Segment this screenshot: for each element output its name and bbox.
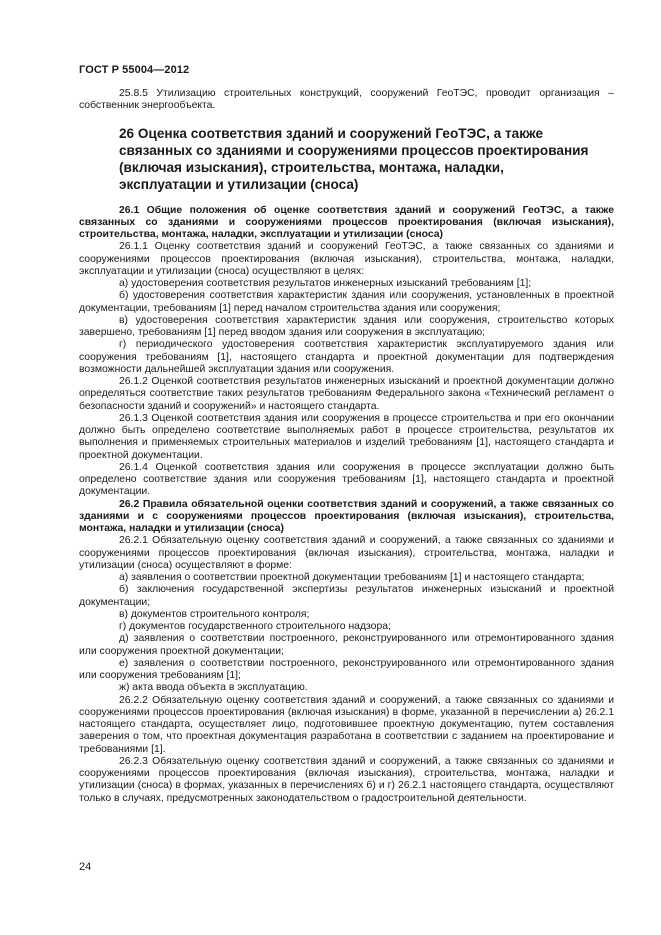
page-content — [79, 88, 614, 805]
paragraph-25-8-5: 25.8.5 Утилизацию строительных конструкций, сооружений ГеоТЭС, проводит организация – собственник энергообъекта. — [79, 88, 614, 112]
paragraph-26-2-2: 26.2.2 Обязательную оценку соответствия зданий и сооружений, а также связанных со зданиями и сооружениями процессов проектирования (включая изыскания) в форме, указанной в перечислении а) 26.2.1 настоящего стандарта, осуществляет лицо, подготовившее проектную документацию, путем составления заверения о том, что проектная документация разработана в соответствии с заданием на проектирование и требованиями [1]. — [79, 694, 614, 755]
list-item-26-1-1-v: в) удостоверения соответствия характеристик здания или сооружения, строительство которых завершено, требованиям [1] перед вводом здания или сооружения в эксплуатацию; — [79, 314, 614, 338]
subsection-26-1-title: 26.1 Общие положения об оценке соответствия зданий и сооружений ГеоТЭС, а также связанных со зданиями и сооружениями процессов проектирования (включая изыскания), строительства, монтажа, наладки, эксплуатации и утилизации (сноса) — [79, 204, 614, 240]
paragraph-26-1-3: 26.1.3 Оценкой соответствия здания или сооружения в процессе строительства и при его окончании должно быть определено соответствие выполняемых работ в процессе строительства, результатов их выполнения и применяемых строительных материалов и изделий требованиям [1], настоящего стандарта и проектной документации. — [79, 412, 614, 461]
list-item-26-2-1-d: д) заявления о соответствии построенного, реконструированного или отремонтированного здания или сооружения проектной документации; — [79, 633, 614, 657]
paragraph-26-1-2: 26.1.2 Оценкой соответствия результатов инженерных изысканий и проектной документации должно определяться соответствие таких результатов требованиям Федерального закона «Технический регламент о безопасности зданий и сооружений» и настоящего стандарта. — [79, 376, 614, 412]
paragraph-26-1-4: 26.1.4 Оценкой соответствия здания или сооружения в процессе эксплуатации должно быть определено соответствие здания или сооружения требованиям [1], настоящего стандарта и проектной документации. — [79, 461, 614, 498]
list-item-26-2-1-g: г) документов государственного строительного надзора; — [119, 621, 391, 632]
list-item-26-2-1-v: в) документов строительного контроля; — [119, 608, 310, 620]
section-26-title: 26 Оценка соответствия зданий и сооружений ГеоТЭС, а также связанных со зданиями и сооружениями процессов проектирования (включая изыскания), строительства, монтажа, наладки, эксплуатации и утилизации (сноса) — [119, 125, 589, 192]
subsection-26-2-title: 26.2 Правила обязательной оценки соответствия зданий и сооружений, а также связанных со зданиями и с сооружениями процессов проектирования (включая изыскания), строительства, монтажа, наладки и утилизации (сноса) — [79, 498, 614, 534]
list-item-26-2-1-zh: ж) акта ввода объекта в эксплуатацию. — [119, 682, 308, 694]
list-item-26-1-1-b: б) удостоверения соответствия характеристик здания или сооружения, установленных в проектной документации, требованиям [1] перед началом строительства здания или сооружения; — [79, 290, 614, 314]
paragraph-26-1-1: 26.1.1 Оценку соответствия зданий и сооружений ГеоТЭС, а также связанных со зданиями и сооружениями процессов проектирования (включая изыскания), строительства, монтажа, наладки, эксплуатации и утилизации (сноса) осуществляют в целях: — [79, 241, 614, 277]
paragraph-26-2-3: 26.2.3 Обязательную оценку соответствия зданий и сооружений, а также связанных со зданиями и сооружениями процессов проектирования (включая изыскания), строительства, монтажа, наладки и утилизации (сноса) в формах, указанных в перечислениях б) и г) 26.2.1 настоящего стандарта, осуществляют только в случаях, предусмотренных законодательством о градостроительной деятельности. — [79, 755, 614, 804]
list-item-26-1-1-a: а) удостоверения соответствия результатов инженерных изысканий требованиям [1]; — [119, 278, 532, 289]
list-item-26-1-1-g: г) периодического удостоверения соответствия характеристик эксплуатируемого здания или сооружения требованиям [1], настоящего стандарта и проектной документации для подтверждения возможности дальнейшей эксплуатации здания или сооружения. — [79, 339, 614, 375]
page-number: 24 — [79, 861, 92, 873]
list-item-26-2-1-b: б) заключения государственной экспертизы результатов инженерных изысканий и проектной документации; — [79, 584, 614, 608]
list-item-26-2-1-a: а) заявления о соответствии проектной документации требованиям [1] и настоящего стандарта; — [119, 572, 585, 583]
list-item-26-2-1-e: е) заявления о соответствии построенного, реконструированного или отремонтированного здания или сооружения требованиям [1]; — [79, 657, 614, 681]
paragraph-26-2-1: 26.2.1 Обязательную оценку соответствия зданий и сооружений, а также связанных со зданиями и сооружениями процессов проектирования (включая изыскания), строительства, монтажа, наладки и утилизации (сноса) осуществляют в форме: — [79, 535, 614, 571]
document-code-header: ГОСТ Р 55004—2012 — [79, 64, 190, 76]
